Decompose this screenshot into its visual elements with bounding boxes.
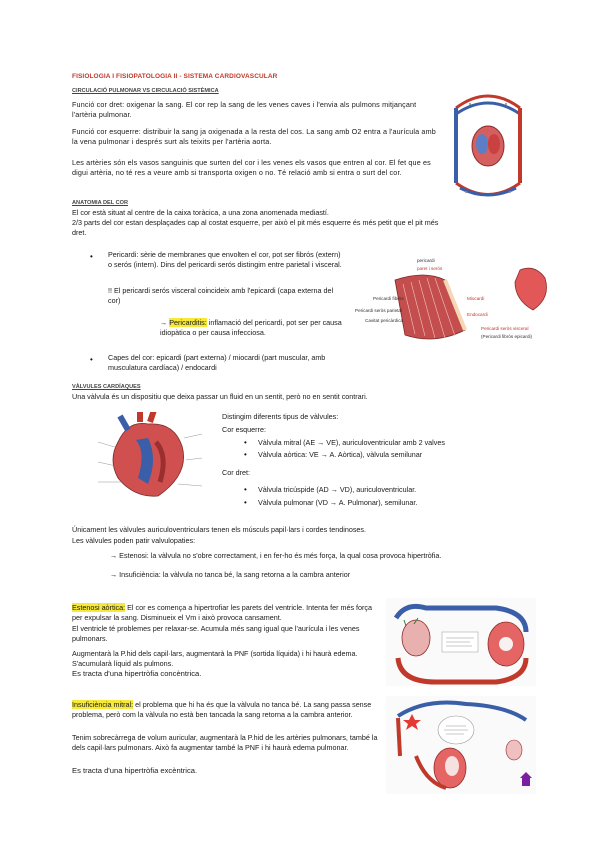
- insuficiencia-text: el problema que hi ha és que la vàlvula no tanca bé. La sang passa sense problema, però com la vàlvula no està ben tancada la sang retorna a la cambra anterior.: [72, 700, 372, 719]
- page-header: FISIOLOGIA I FISIOPATOLOGIA II - SISTEMA CARDIOVASCULAR: [72, 73, 278, 80]
- paragraph-capes-cor: Capes del cor: epicardi (part externa) / miocardi (part muscular, amb musculatura cardíaca) / endocardi: [108, 353, 326, 372]
- valve-pulmonar: Vàlvula pulmonar (VD → A. Pulmonar), semilunar.: [258, 498, 418, 507]
- paragraph-cor-dret: Funció cor dret: oxigenar la sang. El cor rep la sang de les venes caves i l'envia als pulmons mitjançant l'artèria pulmonar.: [72, 100, 417, 119]
- paragraph-sobrecarrega: Tenim sobrecàrrega de volum auricular, augmentarà la P.hid de les artèries pulmonars, també la dels capil·lars pulmonars. Això fa augmentar també la PNF i hi haurà edema pulmonar.: [72, 733, 378, 752]
- bullet-dot: •: [244, 438, 247, 447]
- label-seros-parietal: Pericardi seròs parietal: [355, 308, 402, 313]
- bullet-dot: •: [90, 252, 93, 261]
- paragraph-ventricle-relaxar: El ventricle té problemes per relaxar-se. Acumula més sang igual que l'aurícula i les venes pulmonars.: [72, 624, 360, 643]
- paragraph-tipus-valvules: Distingim diferents tipus de vàlvules:: [222, 412, 339, 421]
- circulation-diagram-figure: [446, 88, 530, 208]
- paragraph-pericardi: Pericardi: sèrie de membranes que envolten el cor, pot ser fibrós (extern) o serós (intern). Dins del pericardi serós distingim entre parietal i visceral.: [108, 250, 342, 269]
- label-cavitat: Cavitat pericàrdica: [365, 318, 404, 323]
- mitral-insufficiency-figure: [386, 696, 536, 794]
- label-cor-dret: Cor dret:: [222, 468, 250, 477]
- paragraph-phid-capillars: Augmentarà la P.hid dels capil·lars, augmentarà la PNF (sortida líquida) i hi haurà edema. S'acumularà líquid als pulmons.: [72, 649, 358, 668]
- section-title-circulacio: CIRCULACIÓ PULMONAR VS CIRCULACIÓ SISTÈMICA: [72, 88, 219, 94]
- paragraph-estenosi-def: → Estenosi: la vàlvula no s'obre correctament, i en fer-ho és més força, la qual cosa provoca hipertròfia.: [110, 551, 442, 560]
- bullet-dot: •: [90, 355, 93, 364]
- section-title-anatomia: ANATOMIA DEL COR: [72, 200, 129, 206]
- label-cor-esquerre: Cor esquerre:: [222, 425, 266, 434]
- paragraph-pericarditis: → Pericarditis: inflamació del pericardi, pot ser per causa idiopàtica o per causa infecciosa.: [160, 318, 342, 337]
- valve-aortica: Vàlvula aòrtica: VE → A. Aòrtica), vàlvula semilunar: [258, 450, 423, 459]
- paragraph-desplacament: 2/3 parts del cor estan desplaçades cap al costat esquerre, per això el pit més esquerre és més petit que el pit més dret.: [72, 218, 439, 237]
- paragraph-cor-esquerre: Funció cor esquerre: distribuir la sang ja oxigenada a la resta del cos. La sang amb O2 entra a l'aurícula amb la vena pulmonar i després surt als teixits per l'artèria aorta.: [72, 127, 436, 146]
- valve-tricuspide: Vàlvula tricúspide (AD → VD), auriculoventricular.: [258, 485, 417, 494]
- label-endocardi: Endocardi: [467, 312, 488, 317]
- bullet-dot: •: [244, 498, 247, 507]
- label-epicardi: (Pericardi fibròs epicardi): [481, 334, 533, 339]
- paragraph-estenosi-aortica: [72, 603, 378, 623]
- estenosi-term: Estenosi aòrtica:: [72, 603, 126, 612]
- paragraph-mediasti: El cor està situat al centre de la caixa toràcica, a una zona anomenada mediastí.: [72, 208, 329, 217]
- estenosi-text: El cor es comença a hipertrofiar les parets del ventricle. Intenta fer més força per expulsar la sang. Disminueix el Vm i això provoca cansament.: [72, 603, 373, 622]
- insuficiencia-term: Insuficiència mitral:: [72, 700, 134, 709]
- paragraph-hipertrofia-excentrica: Es tracta d'una hipertròfia excèntrica.: [72, 766, 198, 775]
- label-pericardi-fibros: Pericardi fibròs: [373, 296, 404, 301]
- heart-valves-figure: [98, 412, 202, 504]
- paragraph-insuficiencia-mitral: [72, 700, 378, 720]
- label-seros-visceral: Pericardi seròs visceral: [481, 326, 529, 331]
- label-miocardi: Miocardi: [467, 296, 485, 301]
- pericarditis-term: Pericarditis:: [169, 318, 207, 327]
- paragraph-pericardi-visceral: !! El pericardi serós visceral coincideix amb l'epicardi (capa externa del cor): [108, 286, 334, 305]
- paragraph-valvula-def: Una vàlvula és un dispositiu que deixa passar un fluid en un sentit, però no en sentit contrari.: [72, 392, 368, 401]
- paragraph-insuficiencia-def: → Insuficiència: la vàlvula no tanca bé, la sang retorna a la cambra anterior: [110, 570, 351, 579]
- label-paret-seros: paret i serós: [417, 266, 443, 271]
- paragraph-hipertrofia-concentrica: Es tracta d'una hipertròfia concèntrica.: [72, 669, 202, 678]
- pericarditis-text: inflamació del pericardi, pot ser per causa idiopàtica o per causa infecciosa.: [160, 318, 342, 337]
- valve-mitral: Vàlvula mitral (AE → VE), auriculoventricular amb 2 valves: [258, 438, 445, 447]
- pericardium-layers-figure: [355, 250, 555, 350]
- paragraph-arteries-venes: Les artèries són els vasos sanguinis que surten del cor i les venes els vasos que entren al cor. El fet que es digui artèria, no té res a veure amb si transporta oxigen o no. Té relació amb si entra o surt del cor.: [72, 158, 431, 177]
- label-pericardi: pericardi: [417, 258, 435, 263]
- bullet-dot: •: [244, 450, 247, 459]
- paragraph-musculs-papillars: Únicament les vàlvules auriculoventriculars tenen els músculs papil·lars i cordes tendinoses.: [72, 525, 367, 534]
- bullet-dot: •: [244, 485, 247, 494]
- paragraph-valvulopaties: Les vàlvules poden patir valvulopaties:: [72, 536, 196, 545]
- aortic-stenosis-figure: [386, 598, 536, 686]
- section-title-valvules: VÀLVULES CARDÍAQUES: [72, 384, 141, 390]
